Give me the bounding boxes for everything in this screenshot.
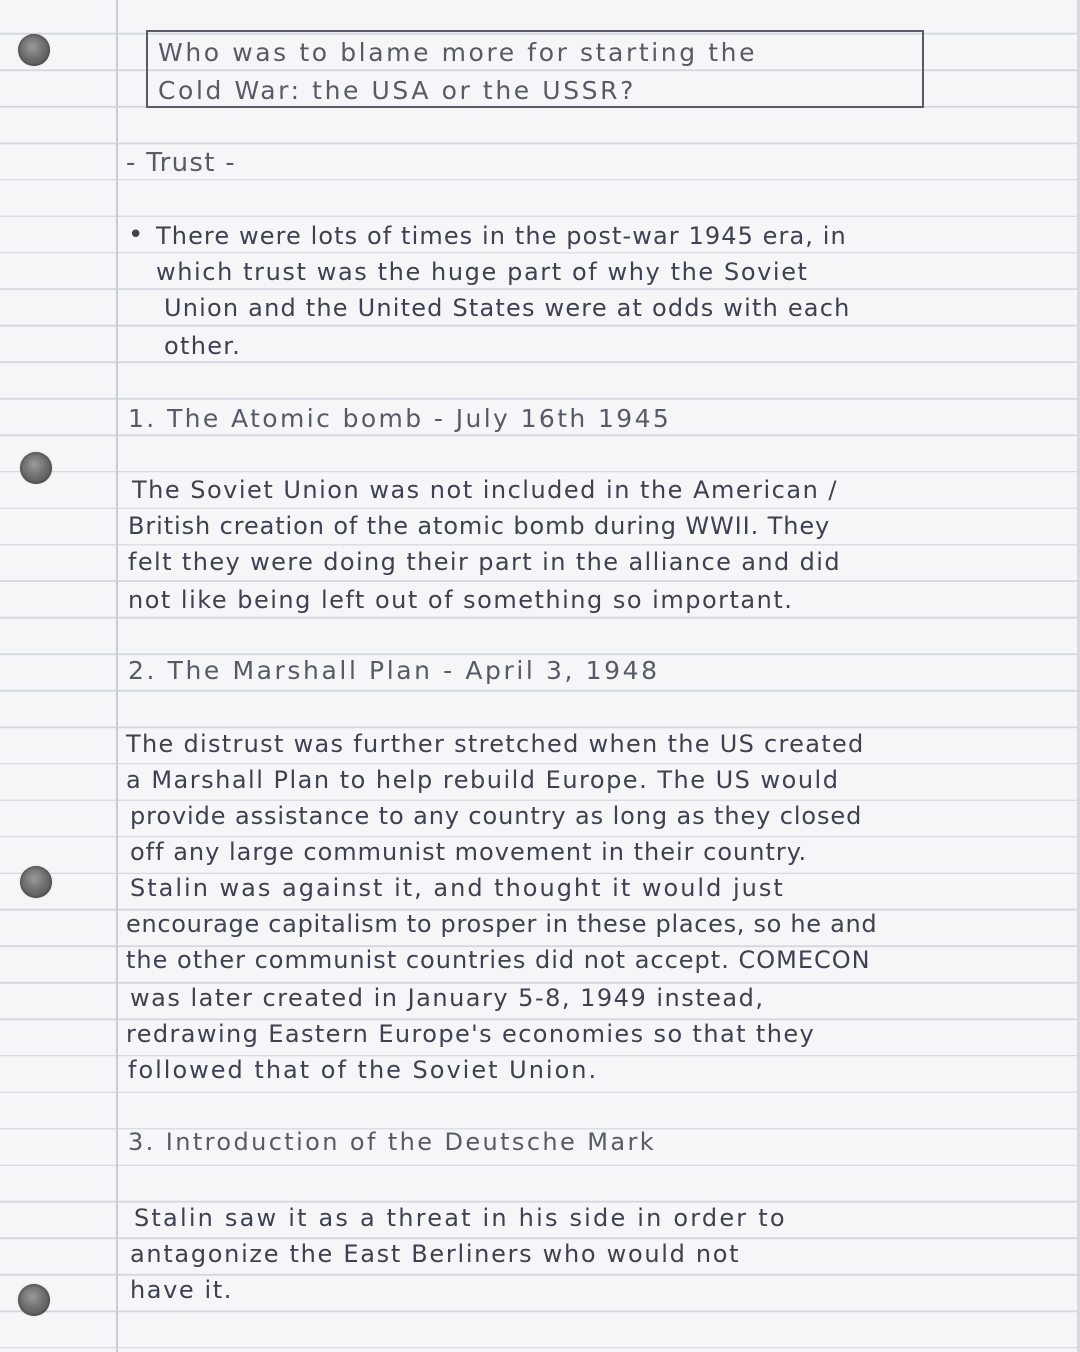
paragraph-line: The Soviet Union was not included in the American / xyxy=(132,476,838,504)
section-heading-deutsche-mark: 3. Introduction of the Deutsche Mark xyxy=(128,1128,657,1156)
binder-hole xyxy=(18,34,50,66)
bullet-line: Union and the United States were at odds with each xyxy=(164,294,851,322)
section-label: - Trust - xyxy=(126,148,236,178)
paragraph-line: not like being left out of something so important. xyxy=(128,586,794,614)
margin-line xyxy=(116,0,118,1352)
binder-hole xyxy=(20,452,52,484)
binder-hole xyxy=(18,1284,50,1316)
paragraph-line: encourage capitalism to prosper in these places, so he and xyxy=(126,910,878,938)
paragraph-line: the other communist countries did not accept. COMECON xyxy=(126,946,871,974)
bullet-line: which trust was the huge part of why the Soviet xyxy=(156,258,809,286)
bullet-line: There were lots of times in the post-war 1945 era, in xyxy=(156,222,847,250)
page-title-line-2: Cold War: the USA or the USSR? xyxy=(158,76,636,105)
paragraph-line: antagonize the East Berliners who would not xyxy=(130,1240,741,1268)
paragraph-line: Stalin saw it as a threat in his side in order to xyxy=(134,1204,787,1232)
paragraph-line: followed that of the Soviet Union. xyxy=(128,1056,599,1084)
paragraph-line: redrawing Eastern Europe's economies so that they xyxy=(126,1020,816,1048)
section-heading-atomic-bomb: 1. The Atomic bomb - July 16th 1945 xyxy=(128,404,672,433)
bullet-line: other. xyxy=(164,332,242,360)
paragraph-line: a Marshall Plan to help rebuild Europe. The US would xyxy=(126,766,840,794)
paragraph-line: provide assistance to any country as long as they closed xyxy=(130,802,863,830)
paragraph-line: felt they were doing their part in the alliance and did xyxy=(128,548,841,576)
paragraph-line: British creation of the atomic bomb during WWII. They xyxy=(128,512,831,540)
paragraph-line: The distrust was further stretched when the US created xyxy=(126,730,865,758)
paragraph-line: have it. xyxy=(130,1276,234,1304)
page-title-line-1: Who was to blame more for starting the xyxy=(158,38,758,67)
paragraph-line: off any large communist movement in their country. xyxy=(130,838,808,866)
bullet-marker: • xyxy=(128,220,145,250)
paragraph-line: was later created in January 5-8, 1949 instead, xyxy=(130,984,765,1012)
section-heading-marshall-plan: 2. The Marshall Plan - April 3, 1948 xyxy=(128,656,660,685)
paragraph-line: Stalin was against it, and thought it would just xyxy=(130,874,785,902)
binder-hole xyxy=(20,866,52,898)
